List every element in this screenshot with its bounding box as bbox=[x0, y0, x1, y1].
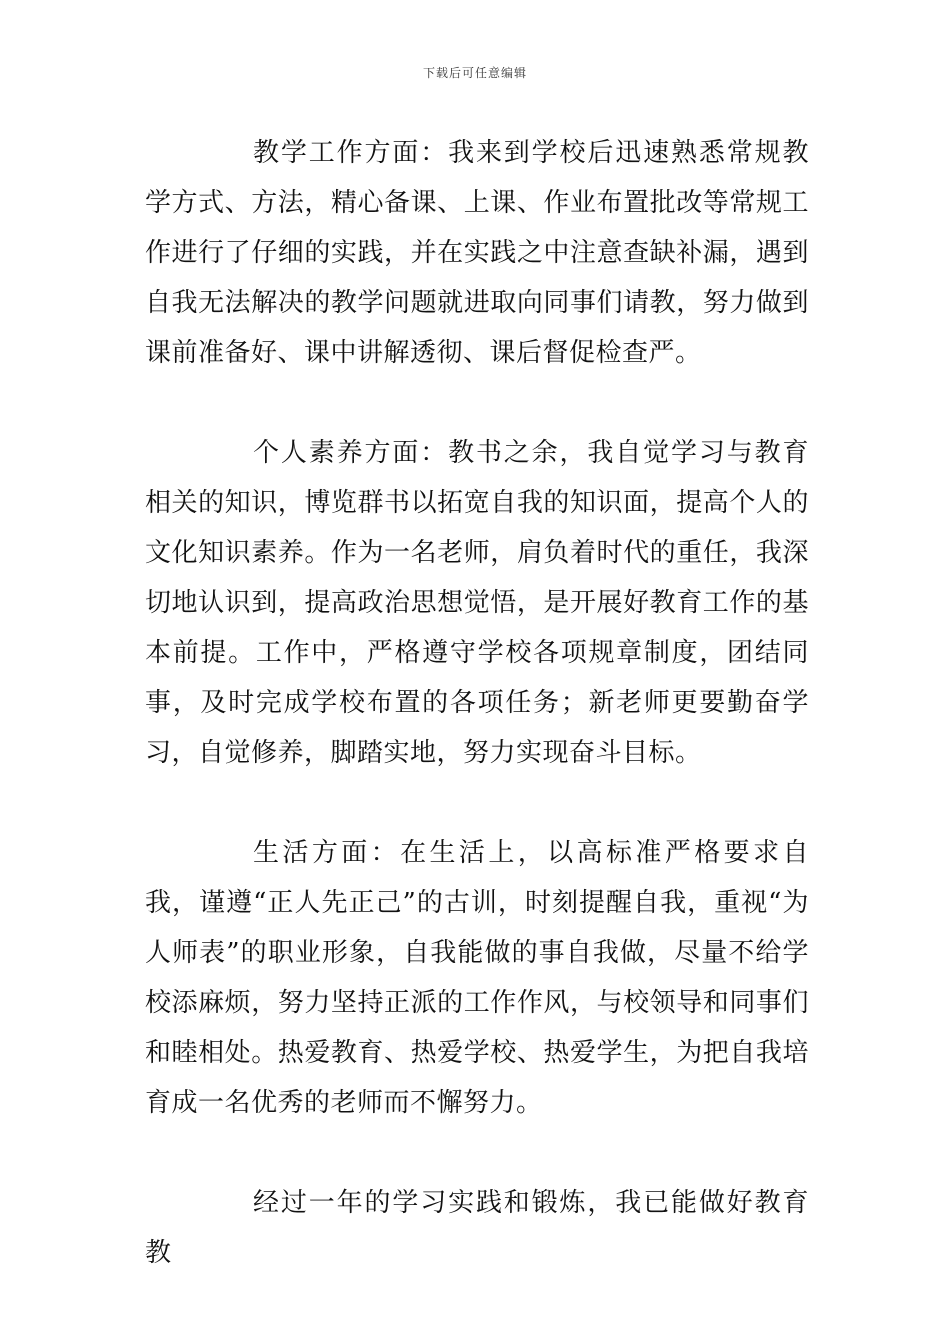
paragraph-summary: 经过一年的学习实践和锻炼，我已能做好教育教 bbox=[145, 1188, 809, 1268]
header-note: 下载后可任意编辑 bbox=[422, 66, 527, 80]
paragraph-personal: 个人素养方面：教书之余，我自觉学习与教育相关的知识，博览群书以拓宽自我的知识面，提高个人的文化知识素养。作为一名老师，肩负着时代的重任，我深切地认识到，提高政治思想觉悟，是开展好教育工作的基本前提。工作中，严格遵守学校各项规章制度，团结同事，及时完成学校布置的各项任务；新老师更要勤奋学习，自觉修养，脚踏实地，努力实现奋斗目标。 bbox=[145, 438, 809, 768]
paragraph-life: 生活方面：在生活上，以高标准严格要求自我，谨遵“正人先正己”的古训，时刻提醒自我，重视“为人师表”的职业形象，自我能做的事自我做，尽量不给学校添麻烦，努力坚持正派的工作作风，与校领导和同事们和睦相处。热爱教育、热爱学校、热爱学生，为把自我培育成一名优秀的老师而不懈努力。 bbox=[145, 838, 809, 1118]
document-body bbox=[145, 128, 809, 1328]
paragraph-teaching: 教学工作方面：我来到学校后迅速熟悉常规教学方式、方法，精心备课、上课、作业布置批改等常规工作进行了仔细的实践，并在实践之中注意查缺补漏，遇到自我无法解决的教学问题就进取向同事们请教，努力做到课前准备好、课中讲解透彻、课后督促检查严。 bbox=[145, 138, 809, 368]
